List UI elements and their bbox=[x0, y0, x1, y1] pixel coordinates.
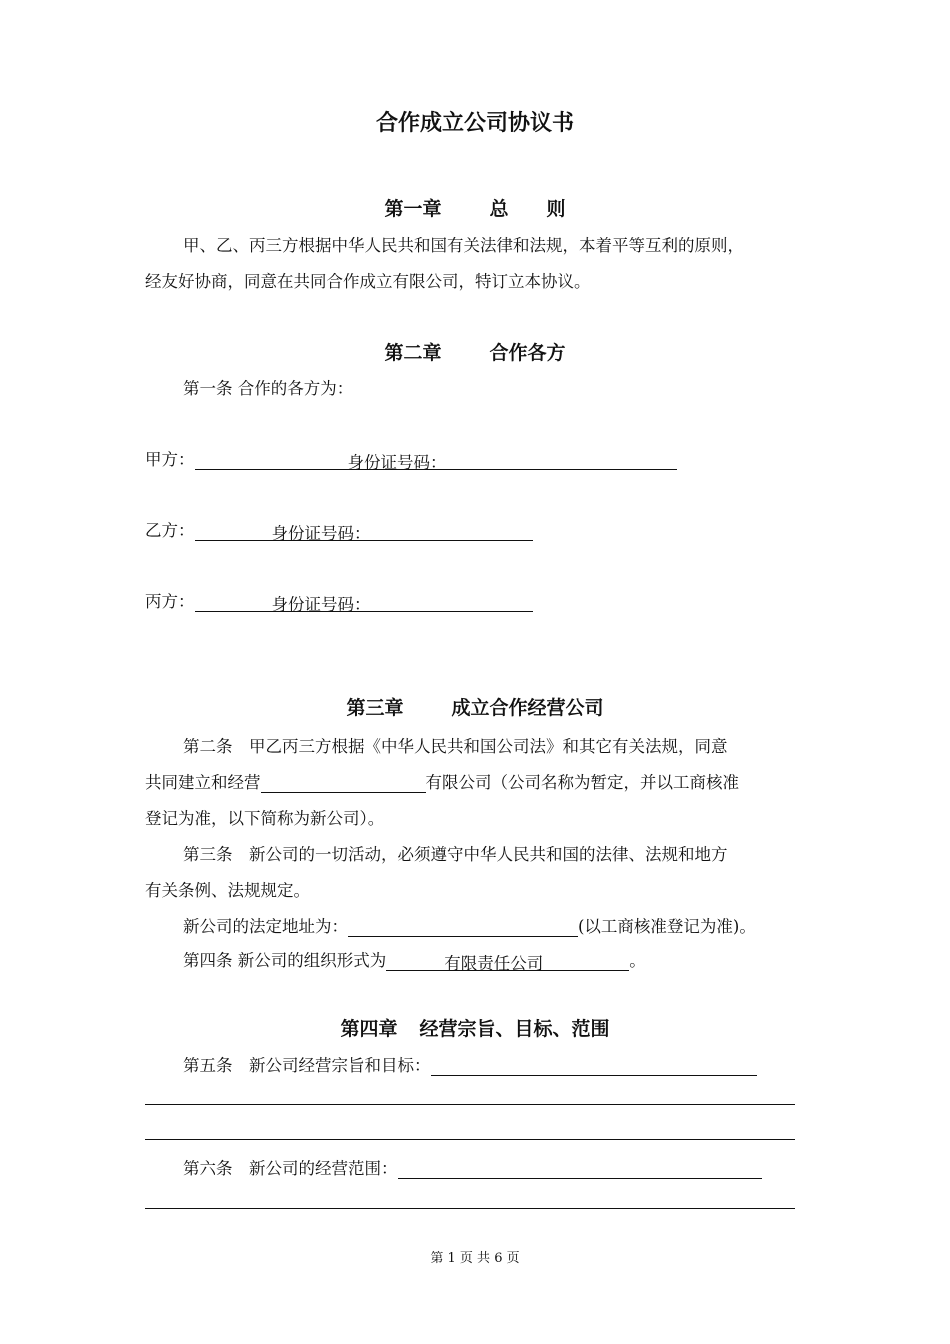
party-a-label: 甲方： bbox=[145, 450, 195, 469]
article-6-text: 第六条 新公司的经营范围： bbox=[183, 1159, 398, 1178]
address-note: (以工商核准登记为准)。 bbox=[578, 917, 756, 936]
party-b-name-blank[interactable] bbox=[195, 520, 272, 541]
chapter-3-heading bbox=[0, 693, 950, 720]
chapter-4-number: 第四章 bbox=[340, 1018, 398, 1040]
chapter-4-title: 经营宗旨、目标、范围 bbox=[419, 1018, 610, 1040]
document-title: 合作成立公司协议书 bbox=[375, 111, 574, 136]
chapter-2-title: 合作各方 bbox=[489, 342, 566, 364]
chapter-3-title: 成立合作经营公司 bbox=[451, 697, 604, 719]
paragraph-1-line-2: 经友好协商，同意在共同合作成立有限公司，特订立本协议。 bbox=[145, 272, 591, 291]
party-a-id-label: 身份证号码： bbox=[348, 449, 447, 470]
business-purpose-blank[interactable] bbox=[431, 1055, 757, 1076]
party-b-id-blank[interactable] bbox=[371, 520, 533, 541]
chapter-1-number: 第一章 bbox=[384, 198, 442, 220]
article-4-row bbox=[183, 947, 646, 971]
article-2-line-1: 第二条 甲乙丙三方根据《中华人民共和国公司法》和其它有关法规，同意 bbox=[183, 737, 728, 756]
article-6-row bbox=[183, 1155, 762, 1179]
party-a-name-blank[interactable] bbox=[195, 449, 348, 470]
article-4-text: 第四条 新公司的组织形式为 bbox=[183, 951, 387, 970]
chapter-1-title: 总 则 bbox=[489, 198, 566, 220]
article-5-row bbox=[183, 1052, 757, 1076]
article-2-line-3: 登记为准，以下简称为新公司）。 bbox=[145, 809, 385, 828]
business-purpose-line-2[interactable] bbox=[145, 1104, 795, 1105]
party-a-row bbox=[145, 446, 677, 470]
party-c-id-label: 身份证号码： bbox=[272, 591, 371, 612]
business-scope-blank[interactable] bbox=[398, 1158, 762, 1179]
party-b-id-label: 身份证号码： bbox=[272, 520, 371, 541]
article-2-text-b: 有限公司（公司名称为暂定，并以工商核准 bbox=[425, 773, 739, 792]
company-name-blank[interactable] bbox=[261, 772, 426, 793]
business-purpose-line-3[interactable] bbox=[145, 1139, 795, 1140]
business-scope-line-2[interactable] bbox=[145, 1208, 795, 1209]
article-4-end: 。 bbox=[629, 951, 646, 970]
paragraph-1-line-1: 甲、乙、丙三方根据中华人民共和国有关法律和法规，本着平等互利的原则， bbox=[183, 236, 744, 255]
article-2-text-a: 共同建立和经营 bbox=[145, 773, 261, 792]
party-b-row bbox=[145, 517, 533, 541]
chapter-4-heading bbox=[0, 1014, 950, 1041]
article-3-line-1: 第三条 新公司的一切活动，必须遵守中华人民共和国的法律、法规和地方 bbox=[183, 845, 728, 864]
party-a-id-blank[interactable] bbox=[447, 449, 677, 470]
address-row bbox=[183, 913, 756, 937]
party-b-label: 乙方： bbox=[145, 521, 195, 540]
article-4-blank-left bbox=[386, 950, 444, 971]
article-1: 第一条 合作的各方为： bbox=[183, 379, 354, 398]
article-5-text: 第五条 新公司经营宗旨和目标： bbox=[183, 1056, 431, 1075]
article-4-blank-right bbox=[543, 950, 629, 971]
chapter-2-number: 第二章 bbox=[384, 342, 442, 364]
chapter-1-heading bbox=[0, 194, 950, 221]
organization-form-value: 有限责任公司 bbox=[444, 950, 543, 971]
chapter-3-number: 第三章 bbox=[346, 697, 404, 719]
address-blank[interactable] bbox=[348, 916, 578, 937]
article-2-line-2 bbox=[145, 769, 739, 793]
address-label: 新公司的法定地址为： bbox=[183, 917, 348, 936]
page-footer: 第 1 页 共 6 页 bbox=[430, 1251, 520, 1266]
party-c-name-blank[interactable] bbox=[195, 591, 272, 612]
party-c-label: 丙方： bbox=[145, 592, 195, 611]
party-c-row bbox=[145, 588, 533, 612]
party-c-id-blank[interactable] bbox=[371, 591, 533, 612]
chapter-2-heading bbox=[0, 338, 950, 365]
article-3-line-2: 有关条例、法规规定。 bbox=[145, 881, 310, 900]
